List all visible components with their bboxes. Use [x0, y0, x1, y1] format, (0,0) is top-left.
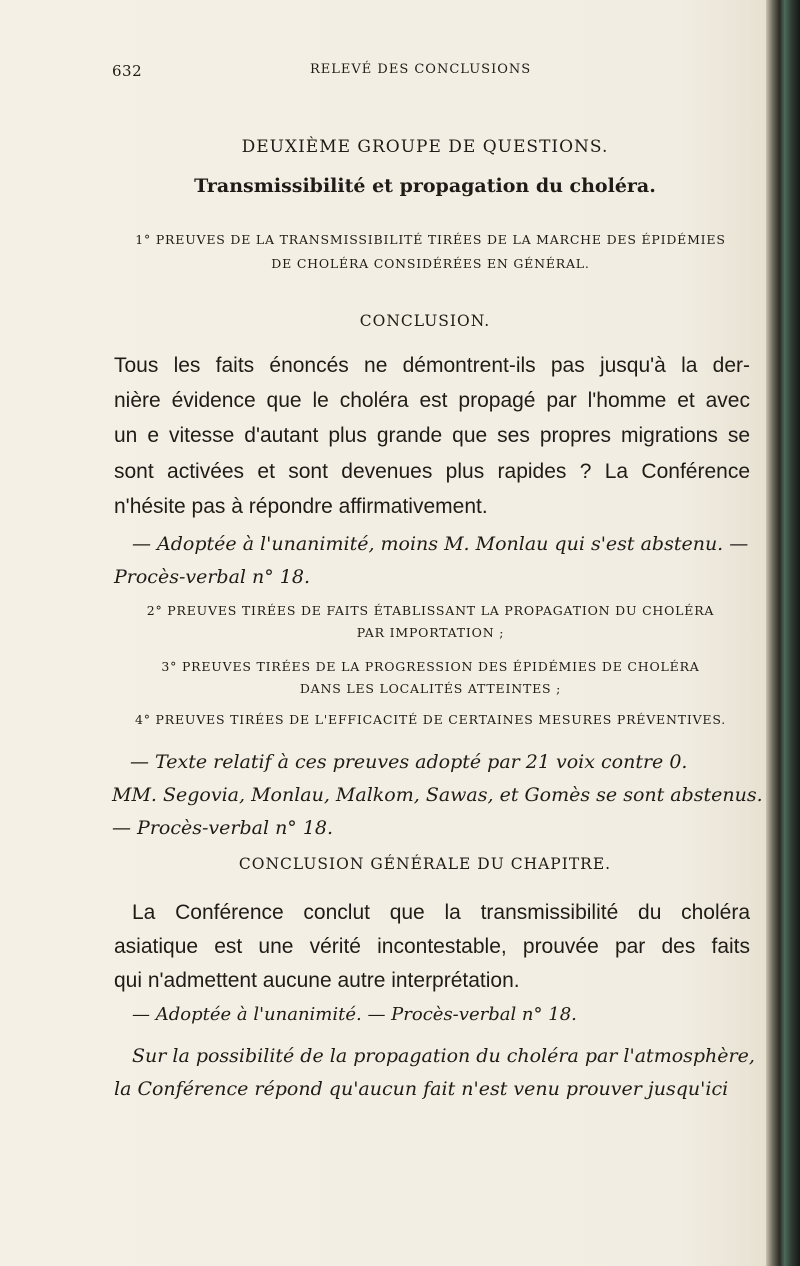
adoption-2-line-3: — Procès-verbal n° 18. [112, 817, 334, 839]
proof-3-heading [118, 656, 743, 700]
conclusion-paragraph [114, 348, 750, 524]
general-line-2: asiatique est une vérité incontestable, prouvée par des faits [114, 935, 750, 958]
proof-2-line-1: 2° PREUVES TIRÉES DE FAITS ÉTABLISSANT LA PROPAGATION DU CHOLÉRA [146, 603, 715, 618]
proof-4-heading: 4° PREUVES TIRÉES DE L'EFFICACITÉ DE CERTAINES MESURES PRÉVENTIVES. [134, 712, 727, 727]
adoption-note-1 [114, 528, 750, 594]
conclusion-line-2: nière évidence que le choléra est propagé par l'homme et avec [114, 389, 750, 413]
conclusion-line-3: un e vitesse d'autant plus grande que ses propres migrations se [114, 424, 750, 448]
general-line-4: — Adoptée à l'unanimité. — Procès-verbal n° 18. [132, 1004, 577, 1025]
running-title: RELEVÉ DES CONCLUSIONS [310, 62, 532, 77]
general-line-3: qui n'admettent aucune autre interprétation. [114, 969, 520, 992]
proof-2-heading [118, 600, 743, 644]
conclusion-line-5: n'hésite pas à répondre affirmativement. [114, 494, 488, 518]
general-conclusion-paragraph [114, 896, 750, 1032]
proof-1-heading [118, 228, 743, 276]
adoption-1-line-1: — Adoptée à l'unanimité, moins M. Monlau qui s'est abstenu. — [132, 533, 749, 555]
running-header [112, 62, 722, 86]
final-line-2: la Conférence répond qu'aucun fait n'est venu prouver jusqu'ici [114, 1078, 729, 1100]
adoption-2-line-2: MM. Segovia, Monlau, Malkom, Sawas, et Gomès se sont abstenus. [112, 784, 763, 806]
adoption-1-line-2: Procès-verbal n° 18. [114, 566, 311, 588]
general-line-1: La Conférence conclut que la transmissibilité du choléra [132, 901, 750, 924]
proof-1-line-2: DE CHOLÉRA CONSIDÉRÉES EN GÉNÉRAL. [271, 256, 590, 271]
conclusion-line-1: Tous les faits énoncés ne démontrent-ils pas jusqu'à la der- [114, 354, 750, 377]
conclusion-heading: CONCLUSION. [359, 312, 491, 330]
section-subtitle: Transmissibilité et propagation du choléra. [194, 175, 656, 197]
proof-3-line-2: DANS LES LOCALITÉS ATTEINTES ; [299, 681, 562, 696]
proof-2-line-2: PAR IMPORTATION ; [356, 625, 505, 640]
adoption-2-line-1: — Texte relatif à ces preuves adopté par 21 voix contre 0. [130, 751, 688, 773]
final-line-1: Sur la possibilité de la propagation du choléra par l'atmosphère, [132, 1045, 755, 1067]
book-binding-edge [766, 0, 800, 1266]
group-title: DEUXIÈME GROUPE DE QUESTIONS. [241, 137, 609, 157]
conclusion-line-4: sont activées et sont devenues plus rapides ? La Conférence [114, 459, 750, 483]
final-paragraph [114, 1040, 755, 1106]
proof-1-line-1: 1° PREUVES DE LA TRANSMISSIBILITÉ TIRÉES DE LA MARCHE DES ÉPIDÉMIES [135, 232, 726, 247]
general-conclusion-heading: CONCLUSION GÉNÉRALE DU CHAPITRE. [238, 855, 612, 873]
page-number: 632 [112, 62, 143, 80]
adoption-note-2 [112, 746, 763, 845]
proof-3-line-1: 3° PREUVES TIRÉES DE LA PROGRESSION DES ÉPIDÉMIES DE CHOLÉRA [161, 659, 700, 674]
